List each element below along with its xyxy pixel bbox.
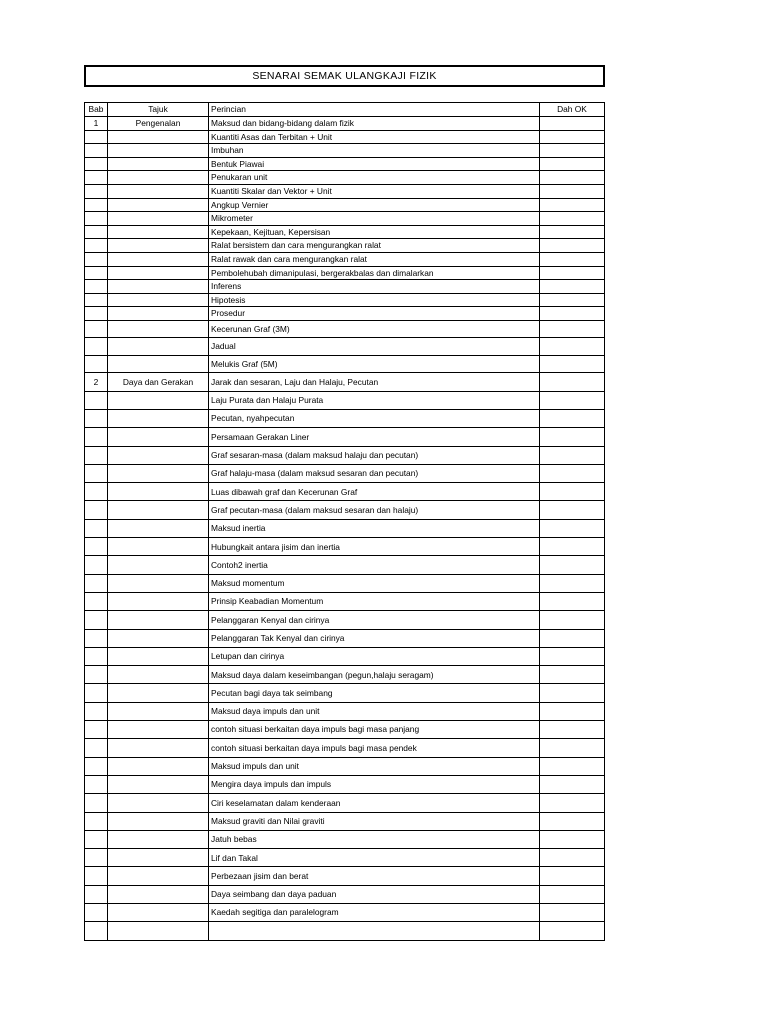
cell-bab	[85, 721, 108, 739]
cell-perincian: Hipotesis	[209, 293, 540, 307]
header-row	[85, 103, 605, 117]
cell-bab	[85, 410, 108, 428]
cell-dah-ok[interactable]	[540, 885, 605, 903]
cell-bab	[85, 157, 108, 171]
cell-perincian: Laju Purata dan Halaju Purata	[209, 391, 540, 409]
cell-bab	[85, 355, 108, 373]
cell-perincian: Kaedah segitiga dan paralelogram	[209, 904, 540, 922]
cell-perincian: Hubungkait antara jisim dan inertia	[209, 538, 540, 556]
cell-bab	[85, 739, 108, 757]
cell-tajuk	[108, 320, 209, 338]
table-row	[85, 239, 605, 253]
cell-perincian: Mengira daya impuls dan impuls	[209, 775, 540, 793]
cell-perincian: Pecutan, nyahpecutan	[209, 410, 540, 428]
cell-perincian: Prinsip Keabadian Momentum	[209, 592, 540, 610]
cell-dah-ok[interactable]	[540, 830, 605, 848]
cell-dah-ok[interactable]	[540, 212, 605, 226]
cell-perincian: Melukis Graf (5M)	[209, 355, 540, 373]
table-row	[85, 144, 605, 158]
cell-bab	[85, 171, 108, 185]
cell-dah-ok[interactable]	[540, 117, 605, 131]
table-row	[85, 355, 605, 373]
table-row	[85, 198, 605, 212]
cell-tajuk	[108, 794, 209, 812]
cell-perincian: Imbuhan	[209, 144, 540, 158]
cell-perincian: Lif dan Takal	[209, 849, 540, 867]
table-row	[85, 446, 605, 464]
cell-bab	[85, 775, 108, 793]
cell-tajuk	[108, 225, 209, 239]
cell-tajuk	[108, 157, 209, 171]
cell-perincian: contoh situasi berkaitan daya impuls bagi masa pendek	[209, 739, 540, 757]
table-row	[85, 373, 605, 391]
page-title	[84, 65, 605, 87]
cell-dah-ok[interactable]	[540, 464, 605, 482]
table-row	[85, 574, 605, 592]
cell-dah-ok[interactable]	[540, 574, 605, 592]
cell-dah-ok[interactable]	[540, 702, 605, 720]
cell-perincian: Angkup Vernier	[209, 198, 540, 212]
cell-bab	[85, 464, 108, 482]
cell-dah-ok[interactable]	[540, 812, 605, 830]
cell-tajuk	[108, 922, 209, 940]
cell-dah-ok[interactable]	[540, 225, 605, 239]
cell-tajuk	[108, 446, 209, 464]
cell-bab	[85, 144, 108, 158]
cell-bab	[85, 239, 108, 253]
cell-tajuk	[108, 574, 209, 592]
table-header	[85, 103, 605, 117]
cell-tajuk	[108, 501, 209, 519]
table-row	[85, 812, 605, 830]
cell-bab	[85, 922, 108, 940]
header-tajuk: Tajuk	[108, 103, 209, 117]
cell-bab: 2	[85, 373, 108, 391]
cell-bab	[85, 867, 108, 885]
cell-bab	[85, 702, 108, 720]
cell-dah-ok[interactable]	[540, 184, 605, 198]
cell-perincian: Pelanggaran Tak Kenyal dan cirinya	[209, 629, 540, 647]
cell-tajuk	[108, 307, 209, 321]
cell-dah-ok[interactable]	[540, 611, 605, 629]
cell-dah-ok[interactable]	[540, 666, 605, 684]
cell-tajuk	[108, 391, 209, 409]
cell-bab	[85, 666, 108, 684]
cell-dah-ok[interactable]	[540, 904, 605, 922]
cell-bab	[85, 266, 108, 280]
cell-dah-ok[interactable]	[540, 157, 605, 171]
table-row	[85, 538, 605, 556]
cell-tajuk	[108, 647, 209, 665]
cell-dah-ok[interactable]	[540, 198, 605, 212]
cell-perincian: Luas dibawah graf dan Kecerunan Graf	[209, 483, 540, 501]
cell-dah-ok[interactable]	[540, 501, 605, 519]
header-dah-ok: Dah OK	[540, 103, 605, 117]
cell-bab	[85, 684, 108, 702]
table-row	[85, 171, 605, 185]
cell-dah-ok[interactable]	[540, 483, 605, 501]
table-row	[85, 501, 605, 519]
cell-dah-ok[interactable]	[540, 867, 605, 885]
cell-perincian: Kepekaan, Kejituan, Kepersisan	[209, 225, 540, 239]
cell-bab	[85, 212, 108, 226]
table-row	[85, 775, 605, 793]
cell-dah-ok[interactable]	[540, 130, 605, 144]
cell-perincian: Maksud daya impuls dan unit	[209, 702, 540, 720]
cell-dah-ok[interactable]	[540, 794, 605, 812]
cell-bab	[85, 904, 108, 922]
cell-dah-ok[interactable]	[540, 592, 605, 610]
cell-bab	[85, 757, 108, 775]
cell-dah-ok[interactable]	[540, 280, 605, 294]
table-row	[85, 307, 605, 321]
cell-perincian: Pecutan bagi daya tak seimbang	[209, 684, 540, 702]
cell-tajuk	[108, 338, 209, 356]
cell-tajuk	[108, 885, 209, 903]
cell-tajuk	[108, 812, 209, 830]
cell-bab	[85, 885, 108, 903]
cell-tajuk	[108, 252, 209, 266]
cell-dah-ok[interactable]	[540, 239, 605, 253]
cell-bab	[85, 629, 108, 647]
cell-perincian: Bentuk Piawai	[209, 157, 540, 171]
table-row	[85, 666, 605, 684]
cell-tajuk	[108, 666, 209, 684]
cell-bab	[85, 611, 108, 629]
cell-bab	[85, 574, 108, 592]
cell-dah-ok[interactable]	[540, 721, 605, 739]
table-row	[85, 252, 605, 266]
cell-dah-ok[interactable]	[540, 252, 605, 266]
cell-bab	[85, 293, 108, 307]
cell-dah-ok[interactable]	[540, 391, 605, 409]
cell-perincian	[209, 922, 540, 940]
cell-tajuk	[108, 611, 209, 629]
cell-perincian: Persamaan Gerakan Liner	[209, 428, 540, 446]
cell-bab	[85, 647, 108, 665]
cell-perincian: Jatuh bebas	[209, 830, 540, 848]
cell-perincian: Maksud dan bidang-bidang dalam fizik	[209, 117, 540, 131]
cell-bab	[85, 184, 108, 198]
cell-tajuk	[108, 538, 209, 556]
cell-tajuk	[108, 184, 209, 198]
cell-bab	[85, 483, 108, 501]
cell-bab	[85, 338, 108, 356]
cell-perincian: Maksud daya dalam keseimbangan (pegun,halaju seragam)	[209, 666, 540, 684]
cell-perincian: Graf halaju-masa (dalam maksud sesaran dan pecutan)	[209, 464, 540, 482]
cell-perincian: contoh situasi berkaitan daya impuls bagi masa panjang	[209, 721, 540, 739]
cell-tajuk	[108, 629, 209, 647]
cell-tajuk	[108, 266, 209, 280]
cell-tajuk	[108, 130, 209, 144]
cell-perincian: Pembolehubah dimanipulasi, bergerakbalas dan dimalarkan	[209, 266, 540, 280]
cell-perincian: Jadual	[209, 338, 540, 356]
cell-dah-ok[interactable]	[540, 739, 605, 757]
cell-dah-ok[interactable]	[540, 647, 605, 665]
cell-tajuk	[108, 355, 209, 373]
table-row	[85, 280, 605, 294]
cell-perincian: Prosedur	[209, 307, 540, 321]
cell-tajuk	[108, 239, 209, 253]
table-row	[85, 212, 605, 226]
table-row	[85, 483, 605, 501]
cell-bab	[85, 794, 108, 812]
cell-perincian: Ralat bersistem dan cara mengurangkan ralat	[209, 239, 540, 253]
cell-dah-ok[interactable]	[540, 171, 605, 185]
cell-tajuk	[108, 684, 209, 702]
cell-tajuk	[108, 757, 209, 775]
cell-tajuk	[108, 171, 209, 185]
cell-tajuk	[108, 410, 209, 428]
table-row	[85, 410, 605, 428]
cell-perincian: Maksud inertia	[209, 519, 540, 537]
table-row	[85, 556, 605, 574]
cell-perincian: Graf sesaran-masa (dalam maksud halaju dan pecutan)	[209, 446, 540, 464]
cell-bab	[85, 198, 108, 212]
cell-tajuk	[108, 775, 209, 793]
cell-perincian: Kuantiti Skalar dan Vektor + Unit	[209, 184, 540, 198]
cell-tajuk	[108, 702, 209, 720]
table-row	[85, 867, 605, 885]
cell-tajuk	[108, 830, 209, 848]
table-row	[85, 647, 605, 665]
cell-tajuk	[108, 212, 209, 226]
cell-perincian: Ralat rawak dan cara mengurangkan ralat	[209, 252, 540, 266]
cell-bab	[85, 538, 108, 556]
cell-dah-ok[interactable]	[540, 320, 605, 338]
cell-tajuk	[108, 293, 209, 307]
cell-dah-ok[interactable]	[540, 556, 605, 574]
cell-bab	[85, 130, 108, 144]
cell-perincian: Inferens	[209, 280, 540, 294]
page-title-text: SENARAI SEMAK ULANGKAJI FIZIK	[252, 70, 437, 82]
cell-bab	[85, 225, 108, 239]
cell-tajuk	[108, 280, 209, 294]
cell-dah-ok[interactable]	[540, 410, 605, 428]
cell-dah-ok[interactable]	[540, 684, 605, 702]
table-row	[85, 794, 605, 812]
table-row	[85, 225, 605, 239]
cell-dah-ok[interactable]	[540, 307, 605, 321]
cell-bab	[85, 391, 108, 409]
cell-bab	[85, 501, 108, 519]
cell-dah-ok[interactable]	[540, 775, 605, 793]
table-row	[85, 849, 605, 867]
cell-perincian: Graf pecutan-masa (dalam maksud sesaran dan halaju)	[209, 501, 540, 519]
cell-tajuk	[108, 428, 209, 446]
table-row	[85, 757, 605, 775]
cell-tajuk: Daya dan Gerakan	[108, 373, 209, 391]
cell-tajuk	[108, 556, 209, 574]
cell-dah-ok[interactable]	[540, 538, 605, 556]
cell-dah-ok[interactable]	[540, 922, 605, 940]
cell-bab	[85, 446, 108, 464]
table-row	[85, 266, 605, 280]
cell-tajuk	[108, 867, 209, 885]
table-row	[85, 684, 605, 702]
cell-perincian: Contoh2 inertia	[209, 556, 540, 574]
table-row	[85, 904, 605, 922]
table-row	[85, 130, 605, 144]
cell-dah-ok[interactable]	[540, 629, 605, 647]
header-perincian: Perincian	[209, 103, 540, 117]
table-row	[85, 391, 605, 409]
cell-tajuk	[108, 198, 209, 212]
cell-dah-ok[interactable]	[540, 338, 605, 356]
table-body	[85, 117, 605, 941]
cell-dah-ok[interactable]	[540, 373, 605, 391]
cell-perincian: Maksud momentum	[209, 574, 540, 592]
cell-tajuk	[108, 483, 209, 501]
cell-bab	[85, 307, 108, 321]
cell-perincian: Jarak dan sesaran, Laju dan Halaju, Pecutan	[209, 373, 540, 391]
cell-tajuk	[108, 144, 209, 158]
cell-perincian: Maksud graviti dan Nilai graviti	[209, 812, 540, 830]
cell-tajuk	[108, 721, 209, 739]
cell-tajuk	[108, 849, 209, 867]
table-row	[85, 157, 605, 171]
table-row	[85, 830, 605, 848]
cell-perincian: Ciri keselamatan dalam kenderaan	[209, 794, 540, 812]
table-row	[85, 702, 605, 720]
cell-bab	[85, 849, 108, 867]
cell-perincian: Penukaran unit	[209, 171, 540, 185]
table-row	[85, 293, 605, 307]
cell-perincian: Letupan dan cirinya	[209, 647, 540, 665]
table-row	[85, 592, 605, 610]
table-row	[85, 184, 605, 198]
cell-bab	[85, 830, 108, 848]
table-row	[85, 519, 605, 537]
cell-bab	[85, 252, 108, 266]
table-row	[85, 629, 605, 647]
cell-tajuk	[108, 592, 209, 610]
table-row	[85, 721, 605, 739]
table-row	[85, 464, 605, 482]
cell-dah-ok[interactable]	[540, 293, 605, 307]
cell-perincian: Kuantiti Asas dan Terbitan + Unit	[209, 130, 540, 144]
cell-bab	[85, 556, 108, 574]
checklist-table	[84, 102, 605, 941]
cell-perincian: Pelanggaran Kenyal dan cirinya	[209, 611, 540, 629]
cell-bab	[85, 519, 108, 537]
cell-dah-ok[interactable]	[540, 144, 605, 158]
cell-tajuk	[108, 904, 209, 922]
cell-bab	[85, 592, 108, 610]
cell-tajuk	[108, 519, 209, 537]
cell-dah-ok[interactable]	[540, 266, 605, 280]
cell-dah-ok[interactable]	[540, 355, 605, 373]
cell-dah-ok[interactable]	[540, 428, 605, 446]
cell-perincian: Mikrometer	[209, 212, 540, 226]
header-bab: Bab	[85, 103, 108, 117]
table-row	[85, 611, 605, 629]
table-row	[85, 922, 605, 940]
cell-perincian: Maksud impuls dan unit	[209, 757, 540, 775]
table-row	[85, 117, 605, 131]
table-row	[85, 739, 605, 757]
cell-bab	[85, 280, 108, 294]
cell-bab	[85, 320, 108, 338]
cell-tajuk	[108, 739, 209, 757]
cell-tajuk: Pengenalan	[108, 117, 209, 131]
table-row	[85, 885, 605, 903]
cell-dah-ok[interactable]	[540, 446, 605, 464]
cell-bab: 1	[85, 117, 108, 131]
cell-dah-ok[interactable]	[540, 519, 605, 537]
cell-perincian: Daya seimbang dan daya paduan	[209, 885, 540, 903]
cell-dah-ok[interactable]	[540, 849, 605, 867]
cell-bab	[85, 428, 108, 446]
cell-bab	[85, 812, 108, 830]
table-row	[85, 428, 605, 446]
cell-perincian: Perbezaan jisim dan berat	[209, 867, 540, 885]
cell-dah-ok[interactable]	[540, 757, 605, 775]
table-row	[85, 338, 605, 356]
cell-perincian: Kecerunan Graf (3M)	[209, 320, 540, 338]
cell-tajuk	[108, 464, 209, 482]
table-row	[85, 320, 605, 338]
